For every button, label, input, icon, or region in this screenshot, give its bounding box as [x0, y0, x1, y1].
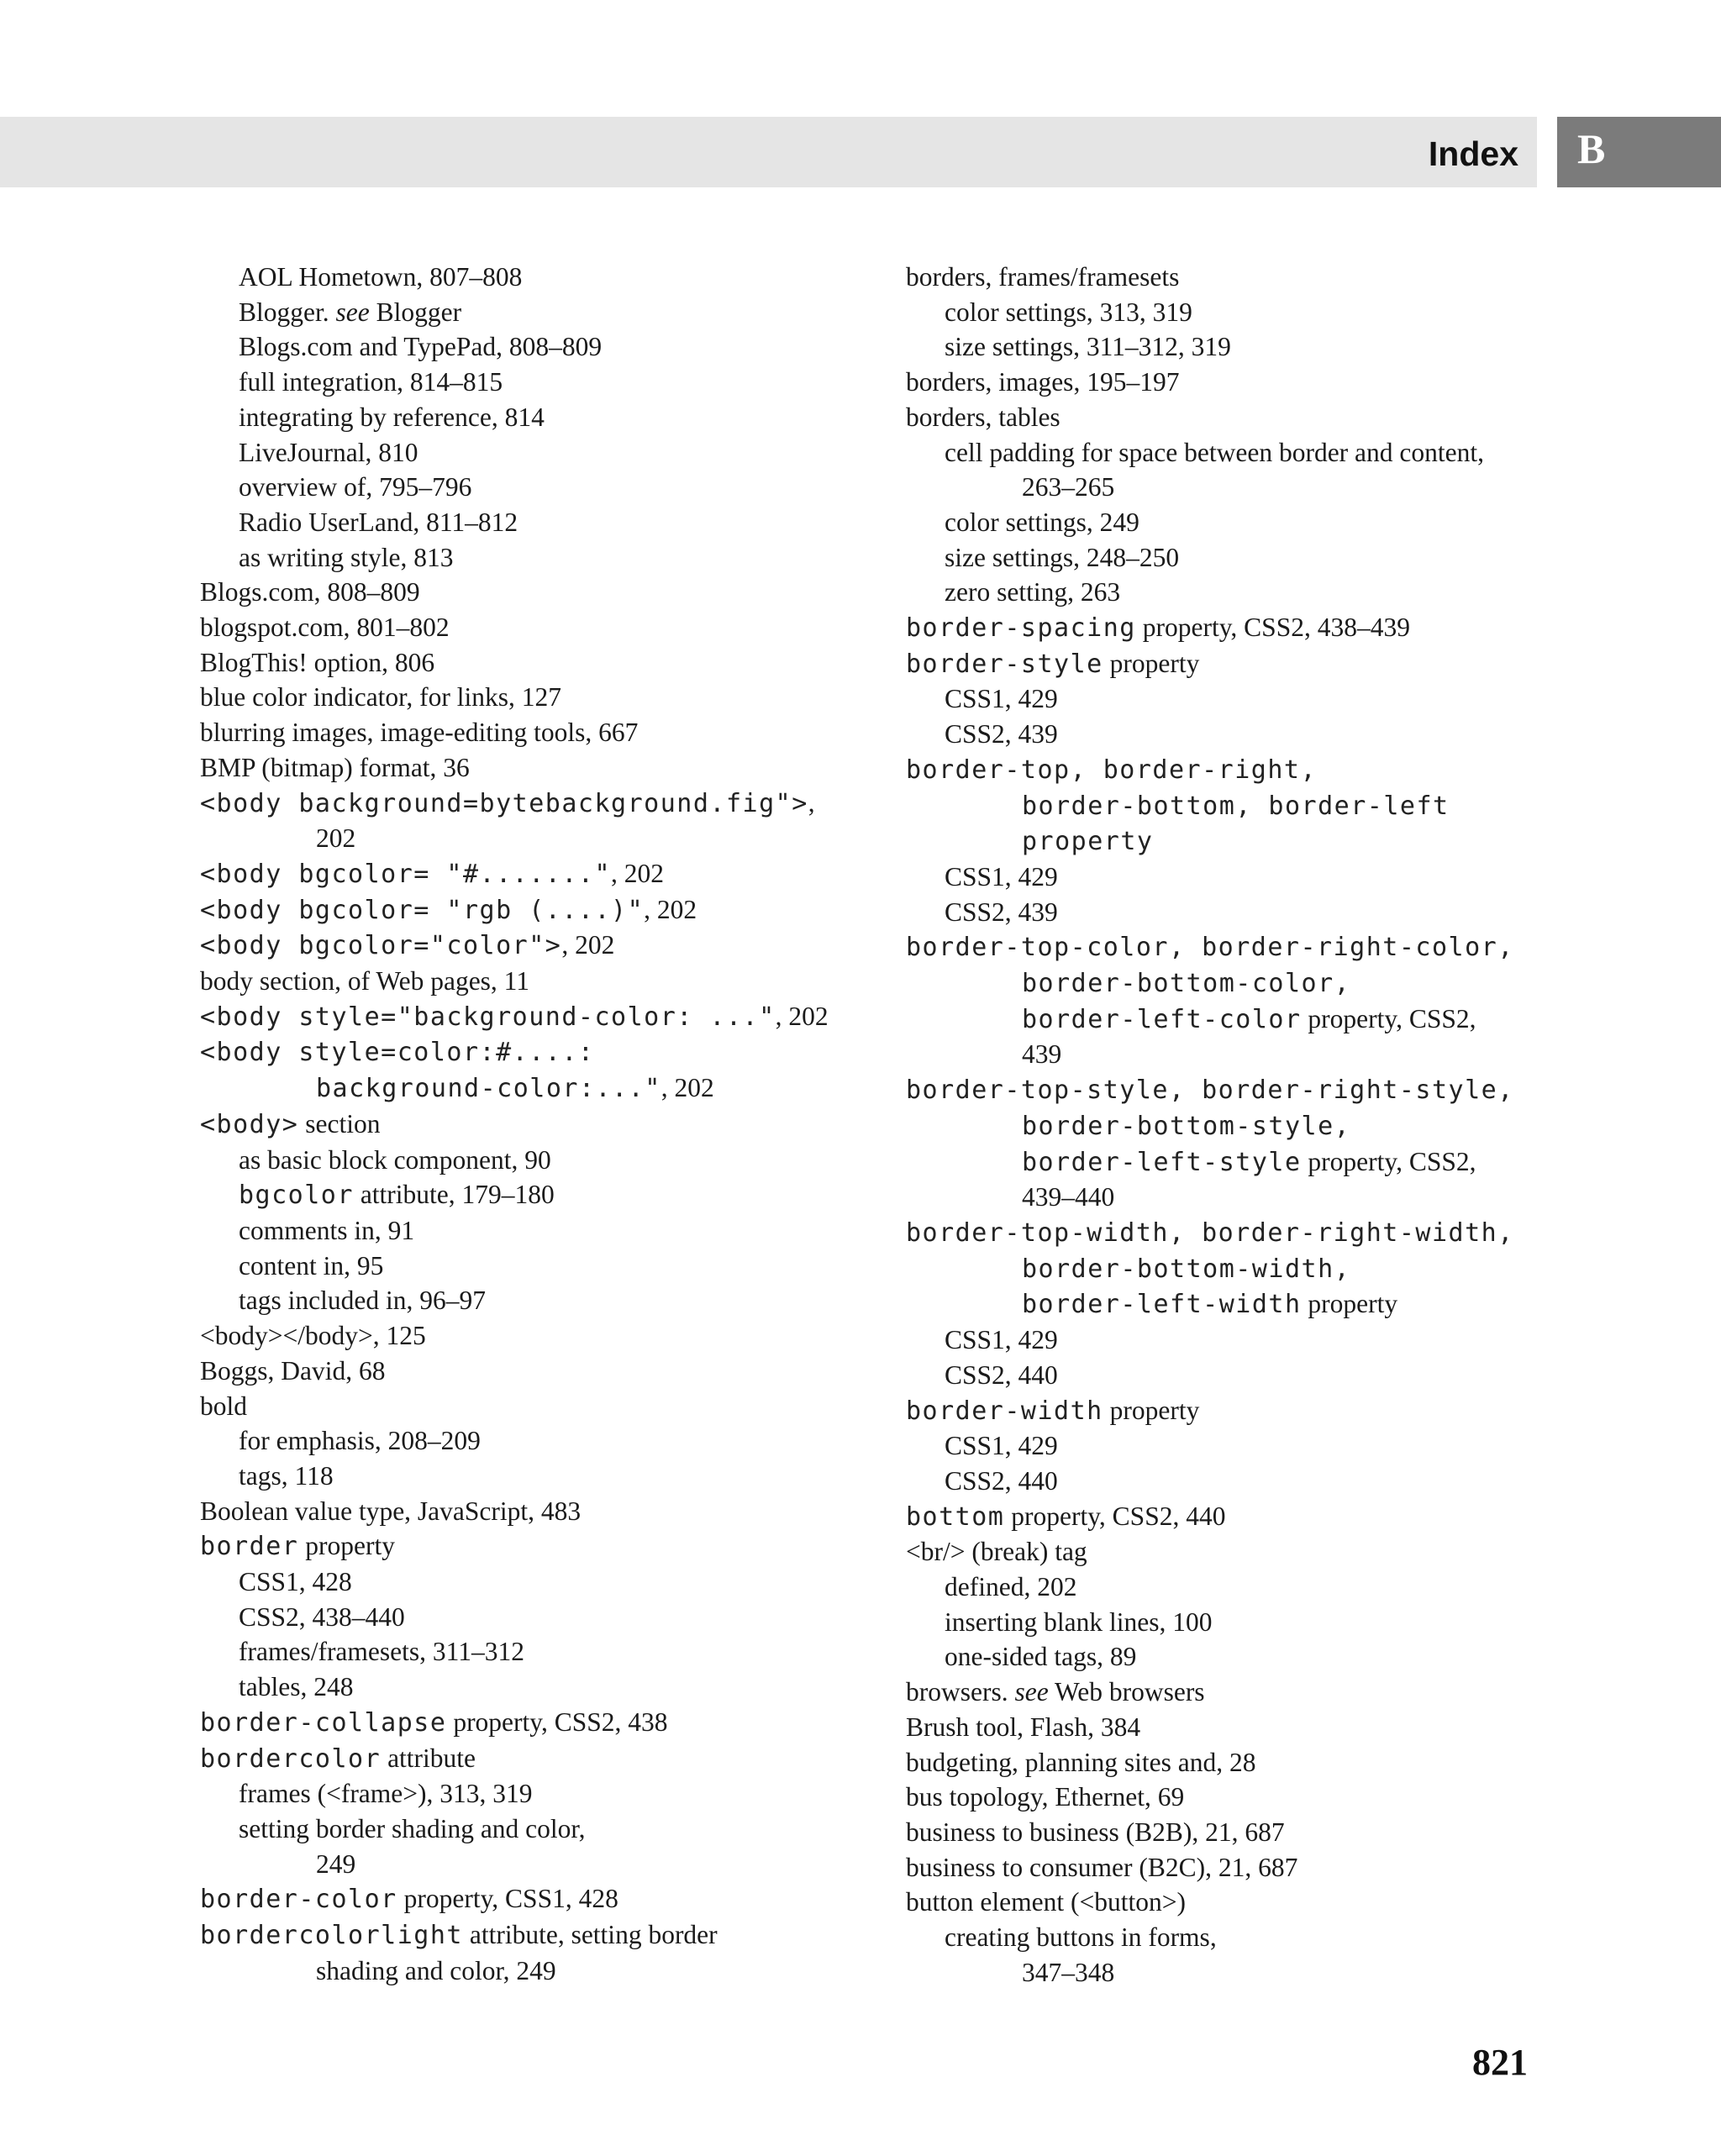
index-subentry	[200, 470, 939, 505]
entry-text: one-sided tags, 89	[945, 1642, 1137, 1672]
entry-text: property	[1103, 1395, 1200, 1425]
index-entry	[200, 1917, 939, 1954]
header-band	[0, 117, 1537, 187]
index-entry-continuation	[906, 1037, 1545, 1072]
index-entry	[200, 1881, 939, 1917]
index-subentry	[200, 260, 939, 295]
code-term: border-style	[906, 649, 1103, 679]
index-subentry	[200, 1564, 939, 1600]
index-entry	[906, 400, 1545, 435]
index-subentry	[200, 1249, 939, 1284]
code-term: border-top-style, border-right-style,	[906, 1075, 1514, 1106]
index-subentry	[906, 1464, 1545, 1499]
index-subentry	[906, 505, 1545, 540]
entry-text: blurring images, image-editing tools, 667	[200, 718, 639, 748]
index-entry-continuation	[906, 1180, 1545, 1215]
index-entry-continuation	[906, 1251, 1545, 1287]
index-subentry	[200, 435, 939, 471]
index-entry	[200, 715, 939, 750]
code-term: border-width	[906, 1396, 1103, 1426]
index-entry	[200, 928, 939, 964]
index-entry	[200, 786, 939, 822]
code-term: border-left-color	[1022, 1004, 1302, 1034]
index-entry-continuation	[906, 1955, 1545, 1990]
entry-text: button element (<button>)	[906, 1887, 1186, 1917]
entry-text: bus topology, Ethernet, 69	[906, 1782, 1185, 1812]
index-entry	[200, 964, 939, 999]
entry-text: CSS1, 429	[945, 1325, 1058, 1355]
entry-text: setting border shading and color,	[239, 1813, 586, 1843]
see-reference: see	[1014, 1677, 1049, 1707]
code-term: border-left-width	[1022, 1290, 1302, 1320]
index-entry-continuation	[906, 470, 1545, 505]
entry-text: property	[1301, 1289, 1398, 1319]
entry-text: BMP (bitmap) format, 36	[200, 752, 470, 782]
entry-text: 263–265	[1022, 472, 1115, 502]
index-subentry	[200, 1670, 939, 1705]
entry-text: CSS1, 429	[945, 861, 1058, 891]
code-term: border-bottom, border-left	[1022, 791, 1450, 821]
entry-text: , 202	[611, 858, 665, 888]
entry-text: property, CSS2, 440	[1004, 1501, 1226, 1531]
index-entry	[200, 1034, 939, 1070]
entry-text: 439–440	[1022, 1182, 1115, 1212]
index-entry	[200, 1318, 939, 1354]
index-subentry	[200, 1600, 939, 1635]
index-subentry	[906, 860, 1545, 895]
entry-text: , 202	[775, 1001, 829, 1031]
index-entry	[200, 680, 939, 715]
entry-text: defined, 202	[945, 1572, 1077, 1602]
index-entry	[200, 1528, 939, 1564]
entry-text: full integration, 814–815	[239, 367, 503, 397]
code-term: <body bgcolor="color">	[200, 931, 562, 961]
section-letter: B	[1577, 125, 1606, 172]
code-term: border-top-color, border-right-color,	[906, 933, 1514, 963]
index-subentry	[906, 575, 1545, 610]
code-term: <body style=color:#....:	[200, 1038, 595, 1068]
index-entry-continuation	[200, 1070, 939, 1107]
entry-text: browsers.	[906, 1677, 1015, 1707]
index-entry	[200, 892, 939, 928]
entry-text: CSS1, 428	[239, 1567, 352, 1597]
entry-text: Blogs.com and TypePad, 808–809	[239, 332, 603, 362]
index-entry	[906, 1215, 1545, 1251]
see-reference: see	[335, 297, 370, 327]
entry-text: budgeting, planning sites and, 28	[906, 1747, 1256, 1777]
index-entry	[906, 1850, 1545, 1885]
entry-text: business to consumer (B2C), 21, 687	[906, 1852, 1298, 1882]
code-term: border	[200, 1532, 299, 1562]
index-entry	[200, 645, 939, 681]
code-term: border-bottom-width,	[1022, 1254, 1351, 1284]
entry-text: Blogger.	[239, 297, 336, 327]
entry-text: body section, of Web pages, 11	[200, 966, 530, 996]
index-entry	[200, 1354, 939, 1389]
entry-text: attribute, 179–180	[353, 1180, 555, 1210]
entry-text: CSS2, 439	[945, 897, 1058, 927]
entry-text: tags, 118	[239, 1460, 334, 1491]
entry-text: borders, images, 195–197	[906, 367, 1180, 397]
index-subentry	[906, 1428, 1545, 1464]
code-term: bottom	[906, 1501, 1005, 1532]
index-entry-continuation	[906, 1144, 1545, 1181]
index-entry	[906, 646, 1545, 682]
index-entry-continuation	[906, 965, 1545, 1002]
code-term: <body bgcolor= "#......."	[200, 859, 612, 889]
index-subentry	[200, 1283, 939, 1318]
code-term: border-left-style	[1022, 1147, 1302, 1177]
index-entry	[906, 260, 1545, 295]
entry-text: overview of, 795–796	[239, 472, 472, 502]
code-term: bordercolor	[200, 1743, 382, 1774]
index-subentry	[200, 329, 939, 365]
code-term: property	[1022, 827, 1154, 857]
index-subentry	[200, 1812, 939, 1847]
entry-text: borders, frames/framesets	[906, 262, 1180, 292]
index-entry-continuation	[906, 1002, 1545, 1038]
code-term: <body style="background-color: ..."	[200, 1002, 776, 1032]
index-subentry	[906, 435, 1545, 471]
code-term: border-bottom-color,	[1022, 969, 1351, 999]
index-subentry	[200, 365, 939, 400]
entry-text: content in, 95	[239, 1250, 384, 1280]
index-subentry	[200, 1143, 939, 1178]
index-entry	[200, 1494, 939, 1529]
index-entry	[200, 610, 939, 645]
entry-text: CSS2, 440	[945, 1359, 1058, 1390]
section-tab	[1557, 117, 1721, 187]
entry-text: size settings, 311–312, 319	[945, 332, 1231, 362]
entry-text: 439	[1022, 1039, 1062, 1070]
code-term: border-color	[200, 1885, 397, 1915]
entry-text: CSS2, 438–440	[239, 1601, 405, 1632]
entry-text: section	[298, 1108, 381, 1138]
entry-text: property, CSS2, 438	[446, 1706, 668, 1737]
entry-text: Boggs, David, 68	[200, 1355, 386, 1386]
index-entry	[906, 1885, 1545, 1920]
index-subentry	[906, 1323, 1545, 1358]
entry-text: blue color indicator, for links, 127	[200, 682, 562, 713]
entry-text: Radio UserLand, 811–812	[239, 507, 518, 537]
index-entry	[906, 1675, 1545, 1710]
index-subentry	[200, 540, 939, 576]
index-subentry	[906, 329, 1545, 365]
index-subentry	[906, 1920, 1545, 1955]
entry-text: AOL Hometown, 807–808	[239, 262, 523, 292]
entry-text: CSS1, 429	[945, 1431, 1058, 1461]
index-entry	[200, 1389, 939, 1424]
entry-text: LiveJournal, 810	[239, 437, 418, 467]
index-entry-continuation	[906, 823, 1545, 860]
entry-text: color settings, 249	[945, 507, 1139, 537]
index-entry	[200, 750, 939, 786]
page-title: Index	[1428, 134, 1518, 173]
index-subentry	[906, 540, 1545, 576]
index-subentry	[200, 1459, 939, 1494]
index-subentry	[200, 1213, 939, 1249]
index-entry	[906, 1780, 1545, 1815]
entry-text: ,	[808, 787, 815, 818]
index-entry	[200, 1741, 939, 1777]
entry-text: borders, tables	[906, 402, 1060, 432]
code-term: <body>	[200, 1109, 299, 1139]
code-term: border-bottom-style,	[1022, 1111, 1351, 1141]
index-subentry	[200, 1776, 939, 1812]
index-subentry	[906, 895, 1545, 930]
index-subentry	[200, 1423, 939, 1459]
index-entry	[906, 929, 1545, 965]
code-term: border-top-width, border-right-width,	[906, 1217, 1514, 1248]
entry-text: business to business (B2B), 21, 687	[906, 1817, 1285, 1847]
entry-text: integrating by reference, 814	[239, 402, 545, 432]
index-entry	[906, 1072, 1545, 1108]
index-subentry	[200, 295, 939, 330]
index-entry	[200, 1705, 939, 1741]
entry-text: 202	[316, 823, 356, 854]
entry-text: frames (<frame>), 313, 319	[239, 1779, 533, 1809]
index-subentry	[906, 681, 1545, 717]
index-subentry	[906, 1570, 1545, 1605]
code-term: border-top, border-right,	[906, 755, 1318, 785]
entry-text: as writing style, 813	[239, 542, 454, 572]
index-subentry	[200, 1177, 939, 1213]
entry-text: blogspot.com, 801–802	[200, 613, 450, 643]
code-term: bordercolorlight	[200, 1921, 463, 1951]
index-subentry	[200, 1634, 939, 1670]
index-subentry	[906, 1358, 1545, 1393]
index-entry	[906, 752, 1545, 788]
index-entry	[200, 575, 939, 610]
entry-text: Web browsers	[1048, 1677, 1205, 1707]
index-entry	[200, 999, 939, 1035]
entry-text: CSS2, 439	[945, 719, 1058, 749]
entry-text: BlogThis! option, 806	[200, 647, 435, 677]
index-entry	[200, 1107, 939, 1143]
index-subentry	[200, 400, 939, 435]
entry-text: property, CSS2,	[1301, 1003, 1476, 1033]
index-column-right	[906, 260, 1545, 1990]
index-entry	[906, 1499, 1545, 1535]
entry-text: attribute	[381, 1743, 476, 1773]
index-entry	[200, 856, 939, 892]
index-entry	[906, 365, 1545, 400]
index-column-left	[200, 260, 939, 1988]
entry-text: Blogs.com, 808–809	[200, 577, 420, 607]
index-subentry	[906, 1605, 1545, 1640]
code-term: background-color:..."	[316, 1074, 661, 1104]
code-term: <body bgcolor= "rgb (....)"	[200, 895, 645, 925]
entry-text: CSS1, 429	[945, 684, 1058, 714]
code-term: bgcolor	[239, 1181, 354, 1211]
index-entry-continuation	[200, 1954, 939, 1989]
index-entry-continuation	[906, 1286, 1545, 1323]
entry-text: Boolean value type, JavaScript, 483	[200, 1496, 582, 1526]
entry-text: , 202	[644, 894, 697, 924]
entry-text: shading and color, 249	[316, 1955, 556, 1985]
entry-text: comments in, 91	[239, 1215, 415, 1245]
index-entry-continuation	[906, 788, 1545, 824]
entry-text: Brush tool, Flash, 384	[906, 1712, 1141, 1742]
index-entry	[906, 1815, 1545, 1850]
entry-text: Blogger	[369, 297, 462, 327]
entry-text: 347–348	[1022, 1957, 1115, 1987]
index-subentry	[200, 505, 939, 540]
entry-text: creating buttons in forms,	[945, 1922, 1217, 1953]
entry-text: frames/framesets, 311–312	[239, 1637, 524, 1667]
entry-text: property, CSS1, 428	[397, 1884, 618, 1914]
index-entry-continuation	[906, 1108, 1545, 1144]
entry-text: zero setting, 263	[945, 577, 1121, 607]
entry-text: bold	[200, 1391, 248, 1421]
entry-text: , 202	[561, 930, 615, 960]
entry-text: tables, 248	[239, 1672, 354, 1702]
entry-text: CSS2, 440	[945, 1465, 1058, 1496]
index-entry	[906, 1745, 1545, 1780]
index-entry	[906, 610, 1545, 646]
entry-text: <body></body>, 125	[200, 1321, 426, 1351]
entry-text: property	[1103, 648, 1200, 678]
index-entry	[906, 1534, 1545, 1570]
entry-text: <br/> (break) tag	[906, 1537, 1087, 1567]
entry-text: size settings, 248–250	[945, 542, 1180, 572]
page-number: 821	[1472, 2042, 1528, 2083]
index-entry-continuation	[200, 821, 939, 856]
entry-text: attribute, setting border	[462, 1920, 718, 1950]
entry-text: for emphasis, 208–209	[239, 1426, 481, 1456]
entry-text: 249	[316, 1848, 356, 1879]
entry-text: , 202	[661, 1073, 714, 1103]
entry-text: as basic block component, 90	[239, 1144, 551, 1175]
code-term: <body background=bytebackground.fig">	[200, 788, 808, 818]
entry-text: inserting blank lines, 100	[945, 1606, 1213, 1637]
index-subentry	[906, 1639, 1545, 1675]
code-term: border-collapse	[200, 1707, 447, 1738]
entry-text: tags included in, 96–97	[239, 1286, 486, 1316]
entry-text: cell padding for space between border and content,	[945, 437, 1484, 467]
code-term: border-spacing	[906, 613, 1136, 644]
index-entry	[906, 1393, 1545, 1429]
index-entry-continuation	[200, 1847, 939, 1882]
entry-text: property, CSS2,	[1301, 1146, 1476, 1176]
entry-text: property, CSS2, 438–439	[1135, 613, 1410, 643]
entry-text: property	[298, 1531, 395, 1561]
index-subentry	[906, 295, 1545, 330]
index-entry	[906, 1710, 1545, 1745]
index-subentry	[906, 717, 1545, 752]
entry-text: color settings, 313, 319	[945, 297, 1192, 327]
